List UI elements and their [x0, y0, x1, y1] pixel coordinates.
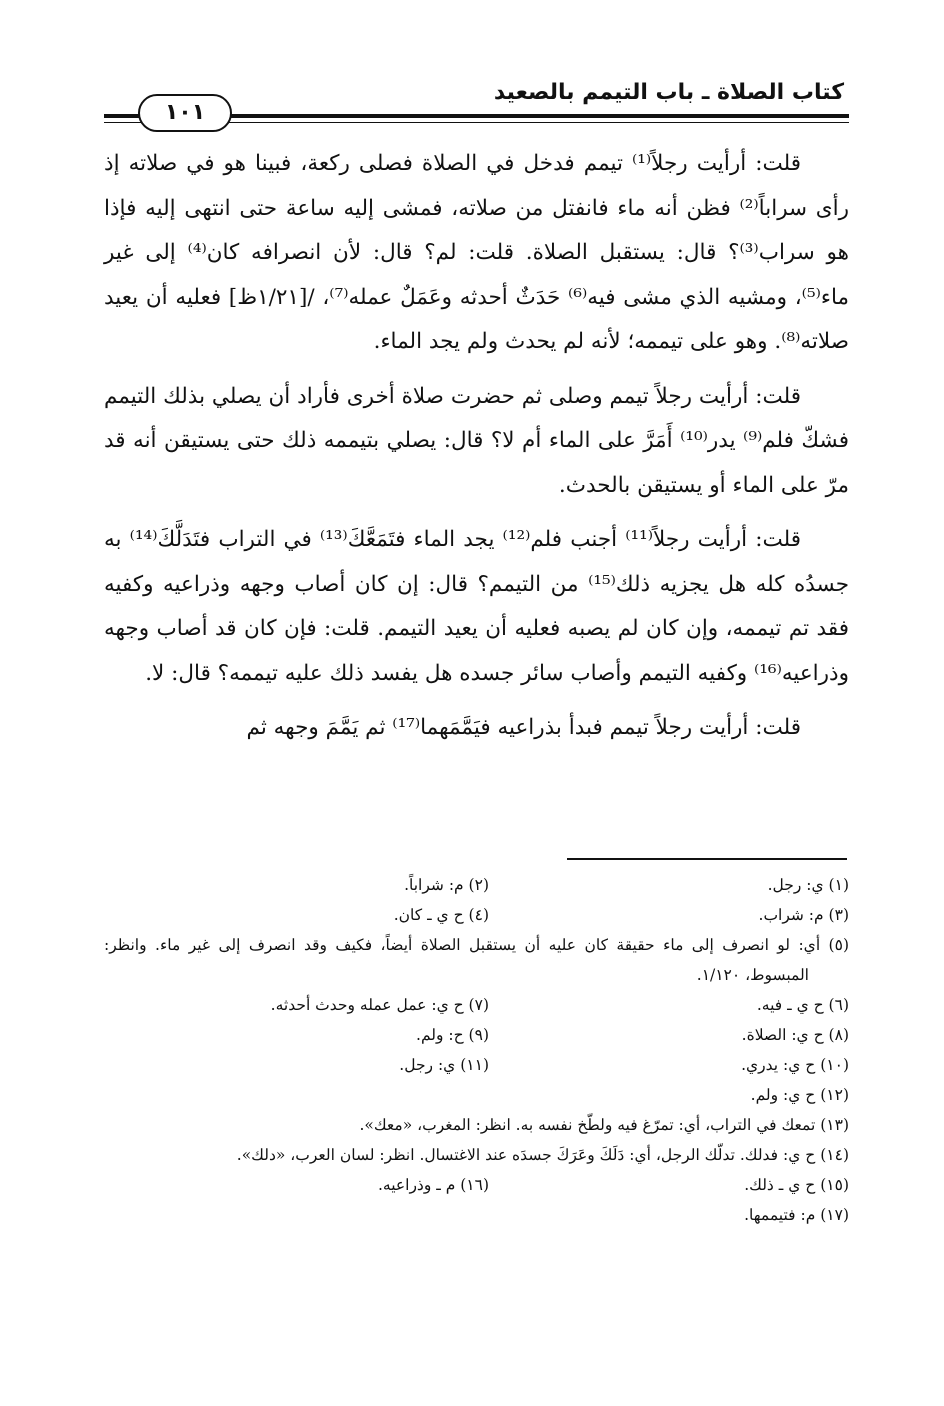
- footnote-row: [104, 990, 849, 1020]
- footnote-9: (٩) ح: ولم.: [416, 1026, 489, 1044]
- page-number: ١٠١: [138, 94, 232, 132]
- footnote-row: [104, 870, 849, 900]
- paragraph-3: قلت: أرأيت رجلاً⁽¹¹⁾ أجنب فلم⁽¹²⁾ يجد الماء فتَمَعَّكَ⁽¹³⁾ في التراب فتَدَلَّكَ⁽¹⁴⁾ به جسدُه كله هل يجزيه ذلك⁽¹⁵⁾ من التيمم؟ قال: إن كان أصاب وجهه وذراعيه وكفيه فقد تم تيممه، وإن كان لم يصبه فعليه أن يعيد التيمم. قلت: فإن كان قد أصاب وجهه وذراعيه⁽¹⁶⁾ وكفيه التيمم وأصاب سائر جسده هل يفسد ذلك عليه تيممه؟ قال: لا.: [104, 527, 849, 686]
- footnote-separator: [567, 858, 847, 860]
- footnote-11: (١١) ي: رجل.: [399, 1056, 489, 1074]
- footnote-row: [104, 900, 849, 930]
- main-text: [104, 142, 849, 761]
- footnote-8: (٨) ح ي: الصلاة.: [741, 1026, 849, 1044]
- footnote-4: (٤) ح ي ـ كان.: [393, 906, 489, 924]
- paragraph-4: قلت: أرأيت رجلاً تيمم فبدأ بذراعيه فيَمَّمَهما⁽¹⁷⁾ ثم يَمَّمَ وجهه ثم: [246, 715, 801, 740]
- footnote-3: (٣) م: شراب.: [758, 906, 849, 924]
- footnote-14: (١٤) ح ي: فدلك. تدلّك الرجل، أي: دَلَكَ وعَرَكَ جسدَه عند الاغتسال. انظر: لسان العرب، «دلك».: [236, 1146, 849, 1164]
- footnote-row: [104, 1020, 849, 1050]
- footnote-15: (١٥) ح ي ـ ذلك.: [744, 1176, 849, 1194]
- footnote-13: (١٣) تمعك في التراب، أي: تمرّغ فيه ولطّخ نفسه به. انظر: المغرب، «معك».: [359, 1116, 849, 1134]
- footnote-10: (١٠) ح ي: يدري.: [741, 1056, 849, 1074]
- running-title: كتاب الصلاة ـ باب التيمم بالصعيد: [493, 80, 844, 105]
- footnote-7: (٧) ح ي: عمل عمله وحدث أحدثه.: [270, 996, 489, 1014]
- footnote-row: [104, 1170, 849, 1200]
- paragraph-1: قلت: أرأيت رجلاً⁽¹⁾ تيمم فدخل في الصلاة فصلى ركعة، فبينا هو في صلاته إذ رأى سراباً⁽²⁾ فظن أنه ماء فانفتل من صلاته، فمشى إليه ساعة حتى انتهى إليه فإذا هو سراب⁽³⁾؟ قال: يستقبل الصلاة. قلت: لم؟ قال: لأن انصرافه كان⁽⁴⁾ إلى غير ماء⁽⁵⁾، ومشيه الذي مشى فيه⁽⁶⁾ حَدَثٌ أحدثه وعَمَلٌ عمله⁽⁷⁾، /[١/٢١ظ] فعليه أن يعيد صلاته⁽⁸⁾. وهو على تيممه؛ لأنه لم يحدث ولم يجد الماء.: [104, 151, 850, 354]
- footnote-16: (١٦) م ـ وذراعيه.: [377, 1176, 489, 1194]
- footnote-row: [104, 1050, 849, 1080]
- footnotes: [104, 870, 849, 1230]
- footnote-6: (٦) ح ي ـ فيه.: [756, 996, 849, 1014]
- paragraph-2: قلت: أرأيت رجلاً تيمم وصلى ثم حضرت صلاة أخرى فأراد أن يصلي بذلك التيمم فشكّ فلم⁽⁹⁾ يدر⁽¹⁰⁾ أَمَرَّ على الماء أم لا؟ قال: يصلي بتيممه ذلك حتى يستيقن أنه قد مرّ على الماء أو يستيقن بالحدث.: [104, 383, 849, 498]
- footnote-12: (١٢) ح ي: ولم.: [750, 1086, 849, 1104]
- footnote-2: (٢) م: شراباً.: [404, 876, 489, 894]
- footnote-1: (١) ي: رجل.: [767, 876, 849, 894]
- footnote-17: (١٧) م: فتيممها.: [744, 1206, 849, 1224]
- footnote-5: (٥) أي: لو انصرف إلى ماء حقيقة كان عليه أن يستقبل الصلاة أيضاً، فكيف وقد انصرف إلى غير ماء. وانظر: المبسوط، ١/١٢٠.: [104, 936, 849, 984]
